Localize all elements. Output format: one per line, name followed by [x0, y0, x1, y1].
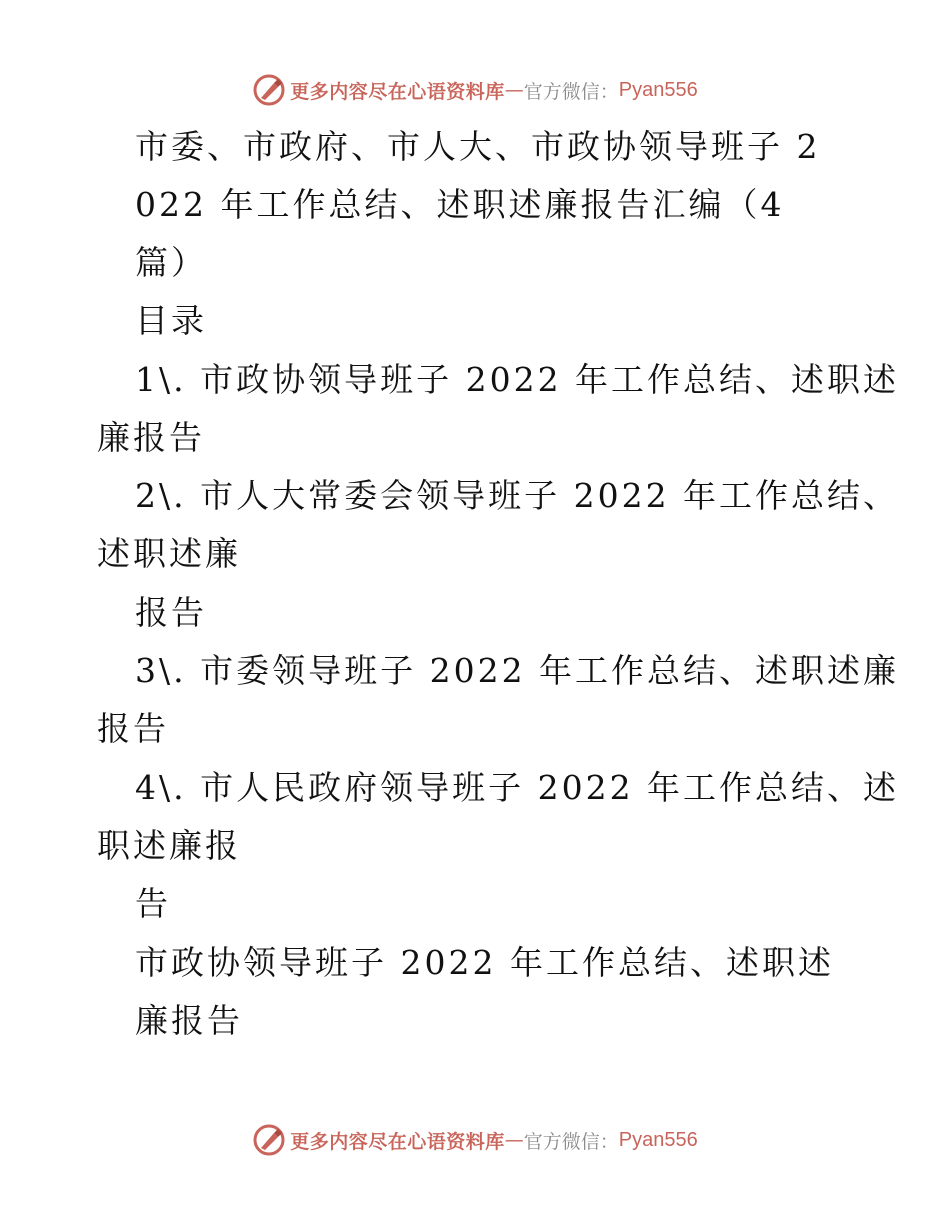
- toc-item-2-cont: 述职述廉: [97, 534, 241, 573]
- toc-item-2: 2\. 市人大常委会领导班子 2022 年工作总结、: [135, 476, 900, 515]
- title-line-2: 022 年工作总结、述职述廉报告汇编（4: [135, 185, 785, 224]
- banner-wechat-id: Pyan556: [618, 78, 698, 101]
- header-banner: [0, 70, 950, 110]
- toc-heading: 目录: [135, 301, 207, 340]
- banner-dash: —: [504, 79, 524, 101]
- title-line-1: 市委、市政府、市人大、市政协领导班子 2: [135, 127, 821, 166]
- pen-logo-icon: [252, 73, 286, 107]
- banner-wechat-label: 官方微信：: [523, 1130, 619, 1153]
- toc-item-4-cont-2: 告: [135, 884, 171, 923]
- toc-item-3-cont: 报告: [97, 709, 169, 748]
- section-title-line-2: 廉报告: [135, 1001, 243, 1040]
- toc-item-1-cont: 廉报告: [97, 418, 205, 457]
- title-line-3: 篇）: [135, 243, 207, 282]
- pen-logo-icon: [252, 1123, 286, 1157]
- banner-wechat-id: Pyan556: [618, 1128, 698, 1151]
- banner-site-text: 更多内容尽在心语资料库: [290, 80, 505, 103]
- banner-wechat-label: 官方微信：: [523, 80, 619, 103]
- toc-item-4: 4\. 市人民政府领导班子 2022 年工作总结、述: [135, 768, 900, 807]
- banner-dash: —: [504, 1129, 524, 1151]
- banner-site-text: 更多内容尽在心语资料库: [290, 1130, 505, 1153]
- toc-item-3: 3\. 市委领导班子 2022 年工作总结、述职述廉: [135, 651, 900, 690]
- section-title-line-1: 市政协领导班子 2022 年工作总结、述职述: [135, 943, 834, 982]
- toc-item-1: 1\. 市政协领导班子 2022 年工作总结、述职述: [135, 360, 900, 399]
- toc-item-2-cont-2: 报告: [135, 593, 207, 632]
- footer-banner: [0, 1120, 950, 1160]
- toc-item-4-cont: 职述廉报: [97, 826, 241, 865]
